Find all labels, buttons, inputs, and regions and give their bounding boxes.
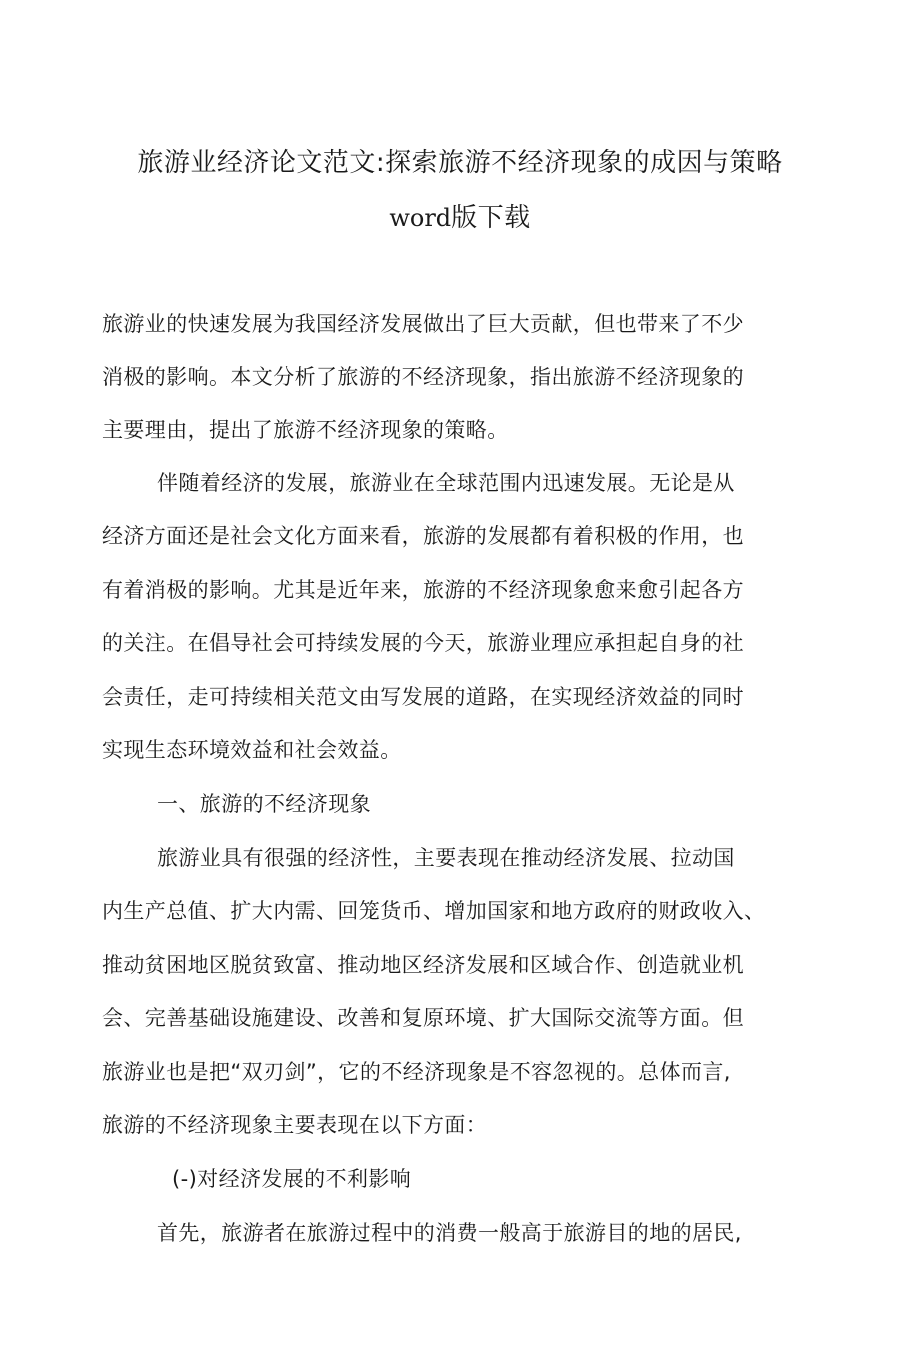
paragraph-line: 会、完善基础设施建设、改善和复原环境、扩大国际交流等方面。但 xyxy=(102,1006,744,1030)
title-cjk-part: 版下载 xyxy=(451,203,531,233)
paragraph-line: 的关注。在倡导社会可持续发展的今天，旅游业理应承担起自身的社 xyxy=(102,631,744,655)
paragraph-line: 旅游业也是把“双刃剑”，它的不经济现象是不容忽视的。总体而言, xyxy=(102,1060,731,1084)
paragraph-line: 旅游业具有很强的经济性，主要表现在推动经济发展、拉动国 xyxy=(157,846,735,870)
title-latin-part: word xyxy=(389,204,452,232)
paragraph-line: 实现生态环境效益和社会效益。 xyxy=(102,738,402,762)
paragraph-line: 有着消极的影响。尤其是近年来，旅游的不经济现象愈来愈引起各方 xyxy=(102,578,744,602)
paragraph-line: 经济方面还是社会文化方面来看，旅游的发展都有着积极的作用，也 xyxy=(102,524,744,548)
paragraph-line: 伴随着经济的发展，旅游业在全球范围内迅速发展。无论是从 xyxy=(157,471,735,495)
abstract-line: 消极的影响。本文分析了旅游的不经济现象，指出旅游不经济现象的 xyxy=(102,365,744,389)
document-title-line-2 xyxy=(60,203,860,233)
document-title-line-1: 旅游业经济论文范文:探索旅游不经济现象的成因与策略 xyxy=(137,148,783,178)
paragraph-line: 会责任，走可持续相关范文由写发展的道路，在实现经济效益的同时 xyxy=(102,685,744,709)
paragraph-line: 旅游的不经济现象主要表现在以下方面： xyxy=(102,1113,488,1137)
subsection-heading: (-)对经济发展的不利影响 xyxy=(172,1167,412,1191)
abstract-line: 旅游业的快速发展为我国经济发展做出了巨大贡献，但也带来了不少 xyxy=(102,312,744,336)
abstract-line: 主要理由，提出了旅游不经济现象的策略。 xyxy=(102,418,509,442)
paragraph-line: 推动贫困地区脱贫致富、推动地区经济发展和区域合作、创造就业机 xyxy=(102,953,744,977)
paragraph-line: 内生产总值、扩大内需、回笼货币、增加国家和地方政府的财政收入、 xyxy=(102,899,766,923)
section-heading: 一、旅游的不经济现象 xyxy=(157,792,371,816)
paragraph-line: 首先，旅游者在旅游过程中的消费一般高于旅游目的地的居民, xyxy=(157,1221,742,1245)
